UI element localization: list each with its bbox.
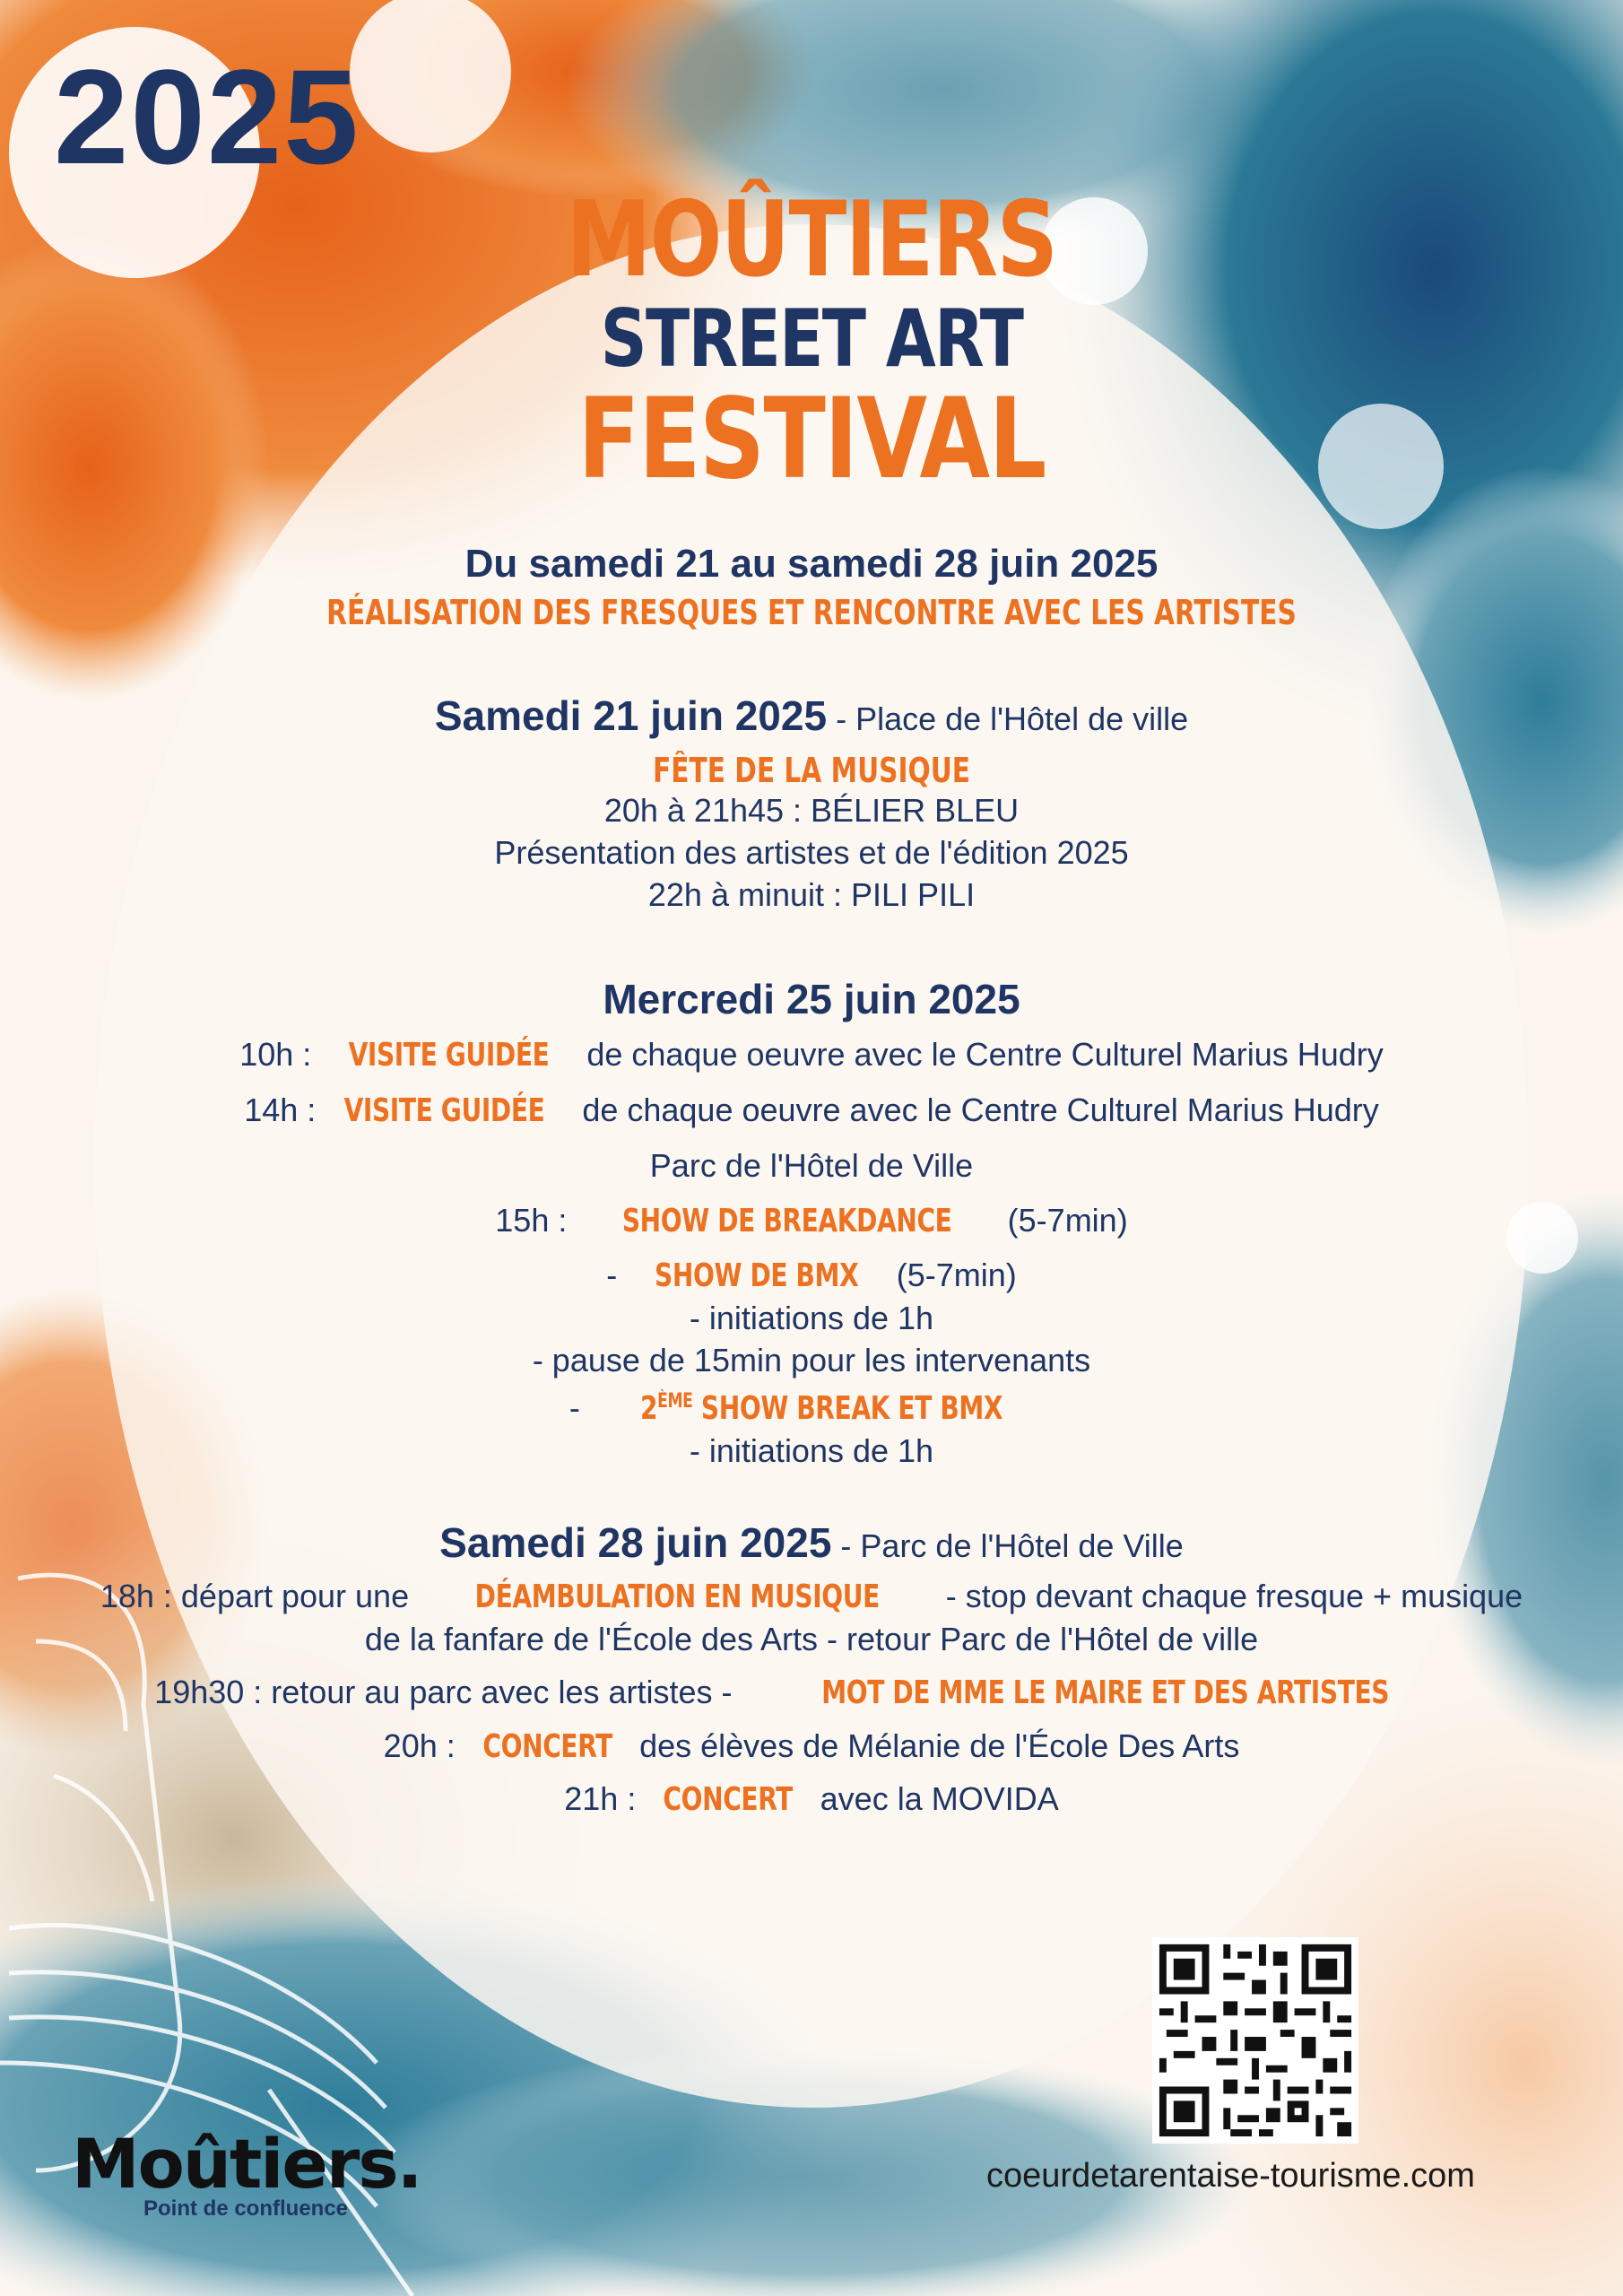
show-number: 2: [639, 1389, 658, 1427]
festival-dates: Du samedi 21 au samedi 28 juin 2025: [464, 542, 1159, 586]
title-street-art: STREET ART: [600, 292, 1023, 385]
day3-line1: [90, 1576, 1533, 1619]
show-number-suffix: ÈME: [657, 1389, 693, 1413]
programme: [90, 538, 1533, 1822]
time-label: 14h :: [244, 1091, 317, 1128]
time-label: 10h :: [239, 1036, 321, 1074]
show-duration: (5-7min): [887, 1257, 1017, 1294]
event-time: 21h :: [564, 1780, 646, 1818]
day-section-mercredi-25: [90, 973, 1533, 1472]
day1-event: FÊTE DE LA MUSIQUE: [652, 750, 971, 790]
day1-line: 20h à 21h45 : BÉLIER BLEU: [603, 791, 1020, 829]
event-description: avec la MOVIDA: [811, 1780, 1059, 1818]
show-duration: (5-7min): [998, 1201, 1128, 1239]
visit-label: VISITE GUIDÉE: [343, 1091, 545, 1129]
day2-pause: - pause de 15min pour les intervenants: [532, 1341, 1091, 1378]
day2-init: - initiations de 1h: [689, 1300, 934, 1337]
event-description: des élèves de Mélanie de l'École Des Arts: [630, 1726, 1240, 1764]
show-label: SHOW DE BMX: [655, 1257, 859, 1295]
event-label: DÉAMBULATION EN MUSIQUE: [474, 1578, 881, 1616]
day2-visit1: [90, 1034, 1533, 1077]
day1-line: 22h à minuit : PILI PILI: [647, 875, 976, 913]
logo-name: Moûtiers.: [72, 2124, 421, 2204]
logo-tagline: Point de confluence: [143, 2196, 349, 2221]
event-label: CONCERT: [482, 1727, 612, 1765]
day3-line1-cont: de la fanfare de l'École des Arts - retour Parc de l'Hôtel de ville: [364, 1620, 1259, 1657]
day1-location: - Place de l'Hôtel de ville: [836, 700, 1189, 738]
day2-show3: [90, 1387, 1533, 1431]
year-label: 2025: [54, 41, 360, 192]
day3-line2: [90, 1672, 1533, 1715]
festival-title: [0, 179, 1623, 504]
title-moutiers: MOÛTIERS: [566, 179, 1057, 300]
event-time: 20h :: [383, 1726, 464, 1764]
time-label: 15h :: [495, 1201, 577, 1239]
visit-description: de chaque oeuvre avec le Centre Culturel Marius Hudry: [573, 1091, 1379, 1128]
day2-visit2: [90, 1090, 1533, 1133]
day3-location: - Parc de l'Hôtel de Ville: [840, 1527, 1184, 1565]
day3-heading: Samedi 28 juin 2025: [439, 1519, 832, 1567]
day-section-samedi-28: [90, 1517, 1533, 1822]
day3-line3: [90, 1726, 1533, 1769]
show-title: SHOW BREAK ET BMX: [692, 1389, 1003, 1427]
website-url[interactable]: coeurdetarentaise-tourisme.com: [986, 2157, 1475, 2195]
event-time: 18h : départ pour une: [100, 1578, 419, 1615]
visit-label: VISITE GUIDÉE: [348, 1037, 550, 1074]
qr-code[interactable]: [1152, 1937, 1358, 2144]
day3-line4: [90, 1779, 1533, 1822]
event-label: MOT DE MME LE MAIRE ET DES ARTISTES: [820, 1674, 1389, 1711]
show-label: SHOW DE BREAKDANCE: [622, 1202, 952, 1239]
event-description: - stop devant chaque fresque + musique: [936, 1578, 1523, 1615]
moutiers-logo: [72, 2124, 421, 2222]
festival-subtitle: RÉALISATION DES FRESQUES ET RENCONTRE AVEC LES ARTISTES: [326, 593, 1297, 633]
day2-show2: [90, 1255, 1533, 1298]
show-label: [640, 1388, 1002, 1431]
day1-heading: Samedi 21 juin 2025: [434, 692, 828, 740]
dash: -: [606, 1257, 627, 1294]
day2-init: - initiations de 1h: [689, 1431, 934, 1469]
event-time: 19h30 : retour au parc avec les artistes -: [154, 1673, 742, 1710]
day1-line: Présentation des artistes et de l'édition 2025: [494, 833, 1129, 871]
title-festival: FESTIVAL: [577, 375, 1046, 504]
event-label: CONCERT: [663, 1781, 794, 1819]
day2-show1: [90, 1200, 1533, 1243]
day2-heading: Mercredi 25 juin 2025: [603, 976, 1020, 1023]
visit-description: de chaque oeuvre avec le Centre Culturel Marius Hudry: [577, 1036, 1384, 1074]
dash: -: [568, 1388, 589, 1426]
day-section-samedi-21: [90, 690, 1533, 916]
day2-park: Parc de l'Hôtel de Ville: [649, 1146, 974, 1184]
